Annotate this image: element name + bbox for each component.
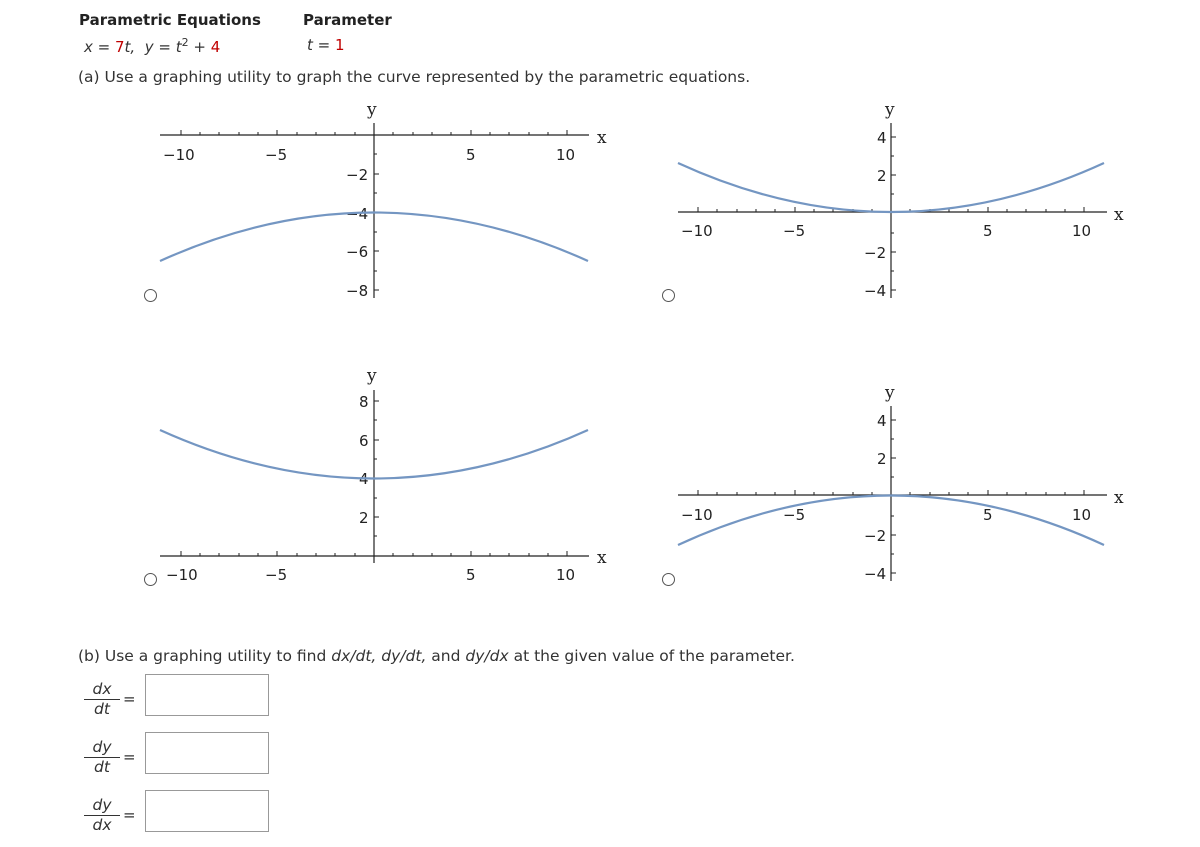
param-t-var: t [307,36,313,54]
y-tick-label: 4 [877,412,887,430]
x-tick-label: −10 [681,506,713,524]
y-tick-label: −4 [346,205,369,223]
x-tick-label: 5 [983,222,993,240]
eq-x-coef: 7 [115,38,125,56]
x-tick-label: −5 [783,506,806,524]
y-tick-label: −8 [346,282,369,300]
y-tick-label: 8 [359,393,369,411]
answer-input-dydt[interactable] [145,732,269,774]
answer-input-dydx[interactable] [145,790,269,832]
y-tick-label: 2 [877,167,887,185]
equals-sign: = [123,690,136,708]
y-tick-label: 4 [359,470,369,488]
eq-y-var: y [144,38,154,56]
y-tick-label: −2 [346,166,369,184]
fraction-denominator: dt [94,700,110,718]
fraction-denominator: dx [92,816,112,834]
x-tick-label: −5 [265,566,288,584]
x-tick-label: 10 [556,566,576,584]
param-t-value: 1 [335,36,345,54]
y-tick-label: 6 [359,432,369,450]
y-tick-label: −2 [864,527,887,545]
x-tick-label: 5 [466,566,476,584]
fraction-denominator: dt [94,758,110,776]
param-t-equals: = [312,36,335,54]
x-tick-label: −10 [163,146,195,164]
fraction-numerator: dy [84,796,120,816]
x-tick-label: 5 [983,506,993,524]
x-axis-label: x [1114,205,1124,225]
part-b-dydx: dy/dx [465,647,509,665]
y-tick-label: −4 [864,282,887,300]
x-axis-label: x [597,128,607,148]
part-a-prompt: (a) Use a graphing utility to graph the curve represented by the parametric equations. [78,68,751,86]
x-tick-label: −5 [265,146,288,164]
y-tick-label: 4 [877,129,887,147]
equations-header: Parametric Equations [79,11,261,29]
eq-x-t: t, [124,38,136,56]
x-tick-label: −10 [681,222,713,240]
y-axis-label: y [367,366,377,386]
derivative-label-dydt [84,738,120,777]
parameter-header: Parameter [303,11,392,29]
y-axis-label: y [367,100,377,120]
y-ticks [374,154,379,290]
y-tick-label: −4 [864,565,887,583]
fraction-numerator: dx [84,680,120,700]
x-tick-label: −10 [166,566,198,584]
derivative-label-dxdt [84,680,120,719]
eq-y-const: 4 [210,38,221,56]
x-tick-label: −5 [783,222,806,240]
answer-input-dxdt[interactable] [145,674,269,716]
part-b-dxdt: dx/dt, [331,647,377,665]
eq-x-equals: = [92,38,115,56]
x-tick-label: 10 [1072,222,1092,240]
part-b-prompt [78,647,795,665]
x-tick-label: 10 [1072,506,1092,524]
y-tick-label: −6 [346,243,369,261]
equals-sign: = [123,748,136,766]
part-b-text-end: at the given value of the parameter. [508,647,795,665]
equals-sign: = [123,806,136,824]
y-axis-label: y [885,100,895,120]
eq-y-equals: = [153,38,176,56]
x-tick-label: 10 [556,146,576,164]
eq-x-var: x [84,38,93,56]
x-axis-label: x [597,548,607,568]
eq-y-exponent: 2 [181,36,189,49]
derivative-label-dydx [84,796,120,835]
eq-y-t: t [175,38,182,56]
y-axis-label: y [885,383,895,403]
x-axis-label: x [1114,488,1124,508]
y-tick-label: −2 [864,244,887,262]
y-tick-label: 2 [877,450,887,468]
eq-y-plus: + [188,38,211,56]
x-tick-label: 5 [466,146,476,164]
part-b-dydt: dy/dt, [381,647,427,665]
part-b-and: and [426,647,466,665]
fraction-numerator: dy [84,738,120,758]
y-tick-label: 2 [359,509,369,527]
part-b-text: (b) Use a graphing utility to find [78,647,332,665]
